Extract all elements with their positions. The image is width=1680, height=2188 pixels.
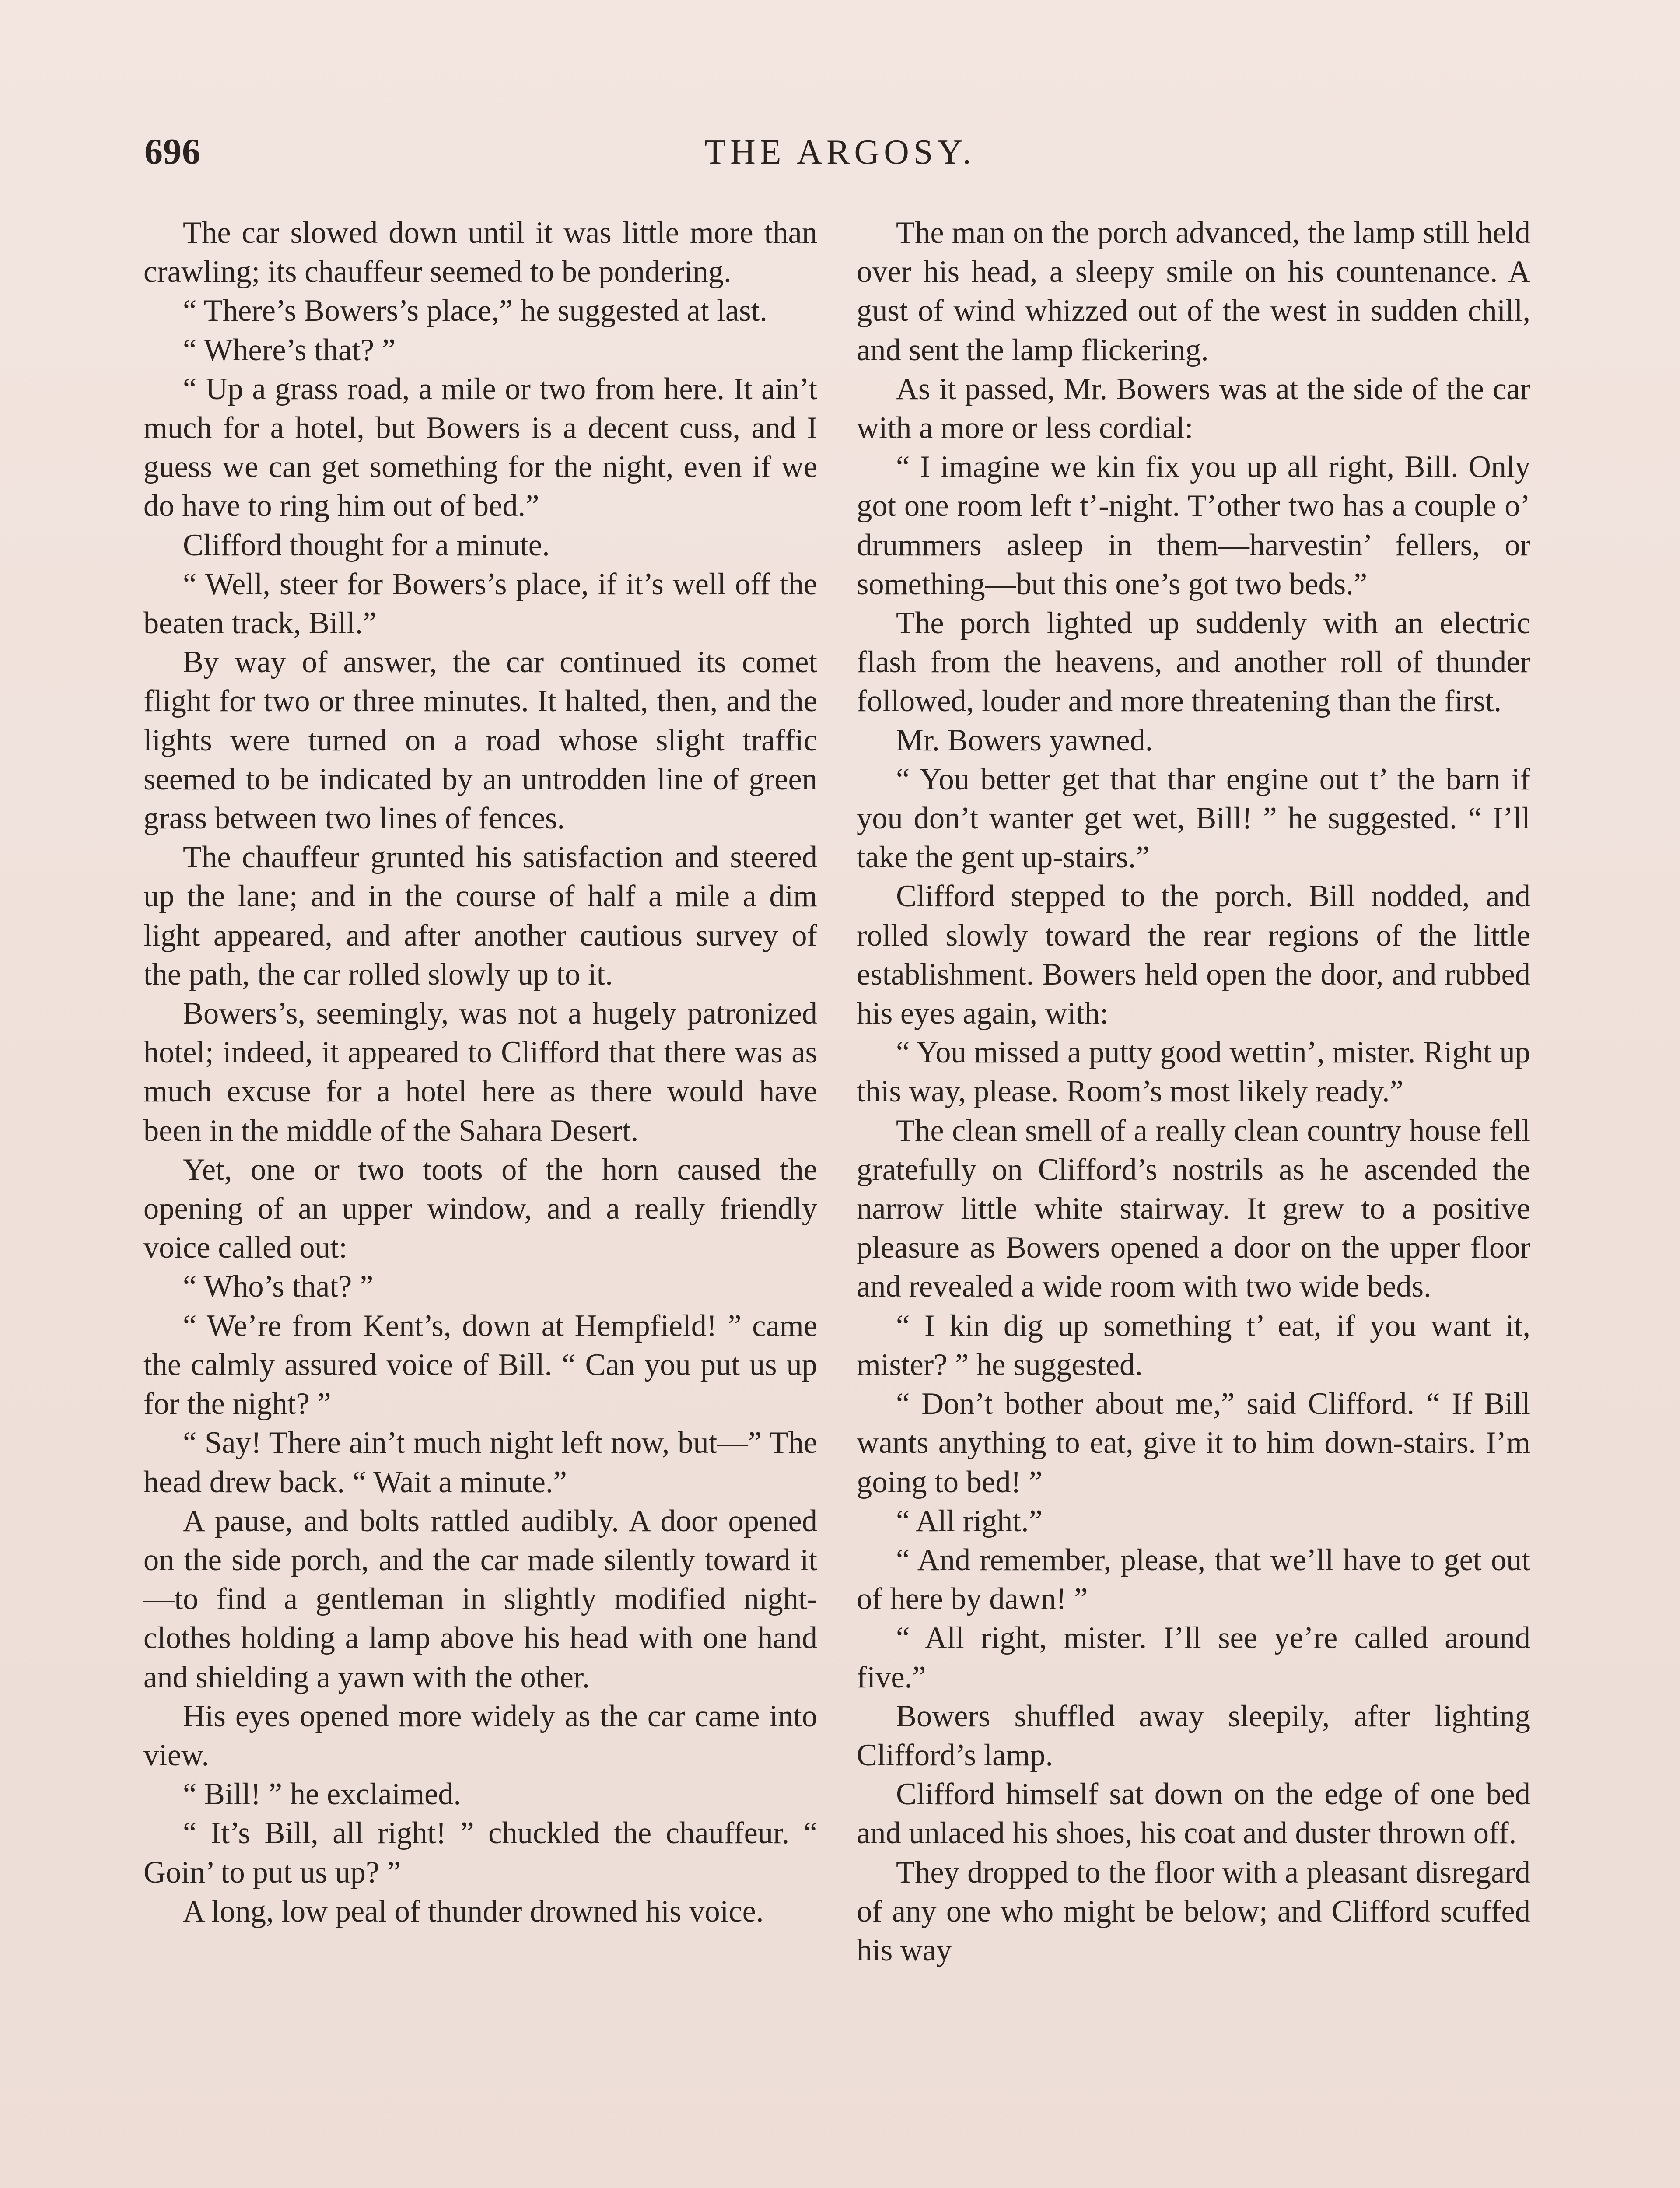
paragraph: They dropped to the floor with a pleasant disregard of any one who might be below; and Clifford scuffed his way <box>857 1855 1530 1967</box>
paragraph: “ I kin dig up something t’ eat, if you want it, mister? ” he suggested. <box>857 1308 1530 1382</box>
paragraph: “ Where’s that? ” <box>183 333 396 367</box>
paragraph: Clifford himself sat down on the edge of one bed and unlaced his shoes, his coat and duster thrown off. <box>857 1777 1530 1851</box>
paragraph: “ Up a grass road, a mile or two from here. It ain’t much for a hotel, but Bowers is a decent cuss, and I guess we can get something for the night, even if we do have to ring him out of bed.” <box>144 372 817 523</box>
paragraph: “ You missed a putty good wettin’, mister. Right up this way, please. Room’s most likely ready.” <box>857 1035 1530 1109</box>
page-number: 696 <box>144 131 201 172</box>
paragraph: His eyes opened more widely as the car came into view. <box>144 1699 817 1772</box>
paragraph: “ Well, steer for Bowers’s place, if it’s well off the beaten track, Bill.” <box>144 567 817 641</box>
running-head: THE ARGOSY. <box>704 133 976 172</box>
paragraph: Bowers shuffled away sleepily, after lighting Clifford’s lamp. <box>857 1699 1530 1772</box>
paragraph: “ All right.” <box>896 1504 1043 1538</box>
paragraph: By way of answer, the car continued its comet flight for two or three minutes. It halted, then, and the lights were turned on a road whose slight traffic seemed to be indicated by an untrodden line of green grass between two lines of fences. <box>144 645 817 836</box>
paragraph: Clifford stepped to the porch. Bill nodded, and rolled slowly toward the rear regions of the little establishment. Bowers held open the door, and rubbed his eyes again, with: <box>857 879 1530 1031</box>
paragraph: “ And remember, please, that we’ll have to get out of here by dawn! ” <box>857 1543 1530 1616</box>
paragraph: “ Don’t bother about me,” said Clifford. “ If Bill wants anything to eat, give it to him down-stairs. I’m going to bed! ” <box>857 1387 1530 1499</box>
paragraph: As it passed, Mr. Bowers was at the side of the car with a more or less cordial: <box>857 372 1530 445</box>
paragraph: The chauffeur grunted his satisfaction and steered up the lane; and in the course of half a mile a dim light appeared, and after another cautious survey of the path, the car rolled slowly up to it. <box>144 840 817 992</box>
paragraph: Yet, one or two toots of the horn caused the opening of an upper window, and a really friendly voice called out: <box>144 1152 817 1265</box>
paragraph: “ I imagine we kin fix you up all right, Bill. Only got one room left t’-night. T’other two has a couple o’ drummers asleep in them—harvestin’ fellers, or something—but this one’s got two beds.” <box>857 450 1530 601</box>
paragraph: “ There’s Bowers’s place,” he suggested at last. <box>183 294 767 328</box>
paragraph: “ We’re from Kent’s, down at Hempfield! ” came the calmly assured voice of Bill. “ Can you put us up for the night? ” <box>144 1308 817 1421</box>
right-column <box>857 214 1530 1970</box>
paragraph: The clean smell of a really clean country house fell gratefully on Clifford’s nostrils as he ascended the narrow little white stairway. It grew to a positive pleasure as Bowers opened a door on the upper floor and revealed a wide room with two wide beds. <box>857 1113 1530 1304</box>
paragraph: “ All right, mister. I’ll see ye’re called around five.” <box>857 1621 1530 1694</box>
paragraph: A pause, and bolts rattled audibly. A door opened on the side porch, and the car made silently toward it—to find a gentleman in slightly modified night-clothes holding a lamp above his head with one hand and shielding a yawn with the other. <box>144 1504 817 1694</box>
paragraph: “ It’s Bill, all right! ” chuckled the chauffeur. “ Goin’ to put us up? ” <box>144 1816 817 1890</box>
paragraph: “ You better get that thar engine out t’ the barn if you don’t wanter get wet, Bill! ” he suggested. “ I’ll take the gent up-stairs.” <box>857 762 1530 875</box>
paragraph: “ Bill! ” he exclaimed. <box>183 1777 462 1812</box>
paragraph: Bowers’s, seemingly, was not a hugely patronized hotel; indeed, it appeared to Clifford that there was as much excuse for a hotel here as there would have been in the middle of the Sahara Desert. <box>144 996 817 1148</box>
paragraph: The car slowed down until it was little more than crawling; its chauffeur seemed to be pondering. <box>144 216 817 289</box>
paragraph: The porch lighted up suddenly with an electric flash from the heavens, and another roll of thunder followed, louder and more threatening than the first. <box>857 606 1530 719</box>
left-column <box>144 214 817 1931</box>
paragraph: “ Who’s that? ” <box>183 1269 374 1304</box>
paragraph: Mr. Bowers yawned. <box>896 723 1153 757</box>
paragraph: The man on the porch advanced, the lamp still held over his head, a sleepy smile on his countenance. A gust of wind whizzed out of the west in sudden chill, and sent the lamp flickering. <box>857 216 1530 367</box>
paragraph: A long, low peal of thunder drowned his voice. <box>183 1894 764 1929</box>
paragraph: Clifford thought for a minute. <box>183 528 550 562</box>
paragraph: “ Say! There ain’t much night left now, but—” The head drew back. “ Wait a minute.” <box>144 1426 817 1499</box>
